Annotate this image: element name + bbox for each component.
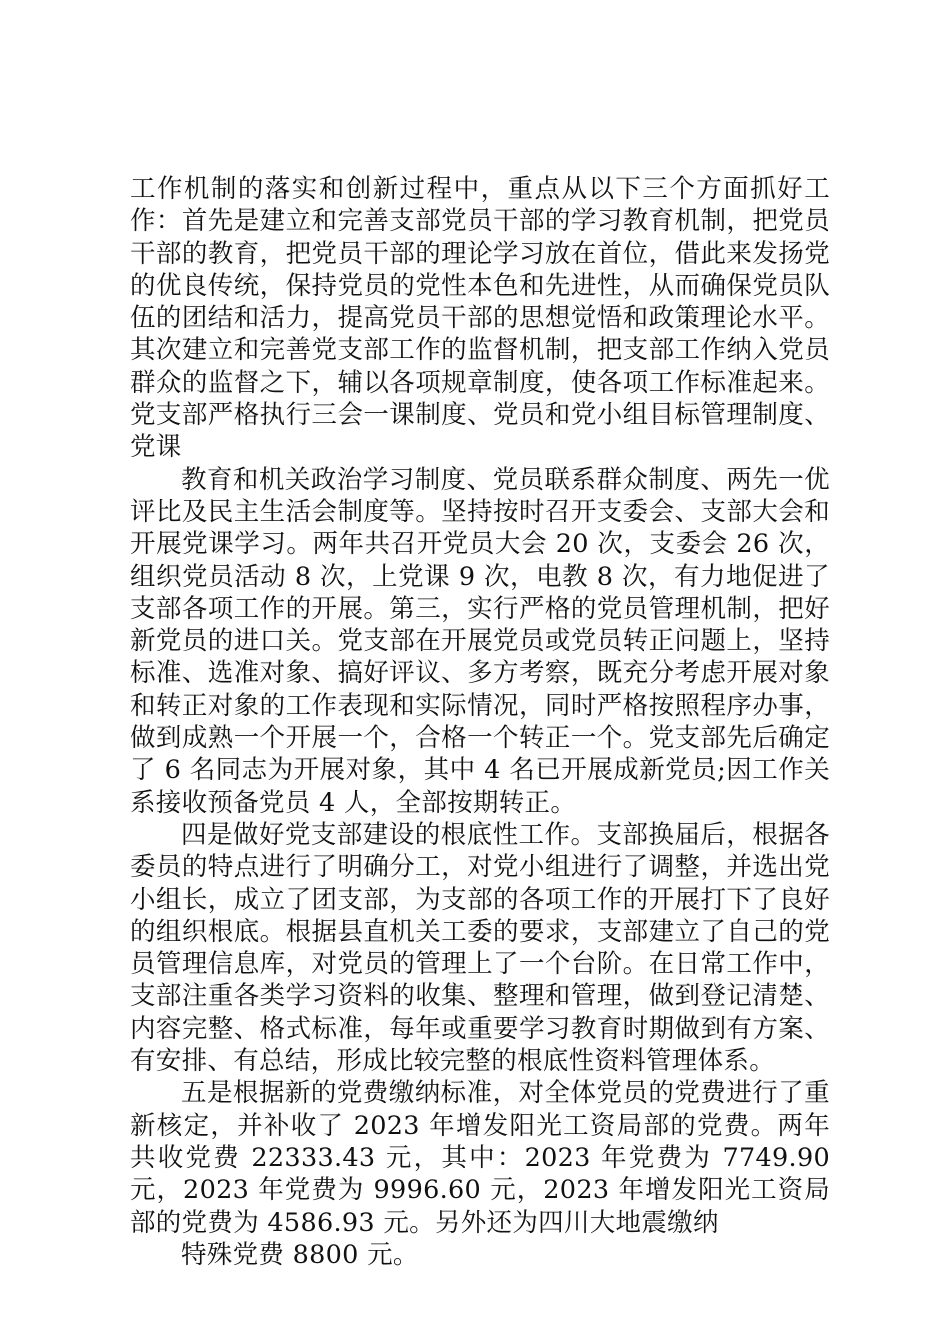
- paragraph-2: 教育和机关政治学习制度、党员联系群众制度、两先一优评比及民主生活会制度等。坚持按时召开支委会、支部大会和开展党课学习。两年共召开党员大会 20 次，支委会 26 次，组织党员活动 8 次，上党课 9 次，电教 8 次，有力地促进了支部各项工作的开展。第三，实行严格的党员管理机制，把好新党员的进口关。党支部在开展党员或党员转正问题上，坚持标准、选准对象、搞好评议、多方考察，既充分考虑开展对象和转正对象的工作表现和实际情况，同时严格按照程序办事，做到成熟一个开展一个，合格一个转正一个。党支部先后确定了 6 名同志为开展对象，其中 4 名已开展成新党员;因工作关系接收预备党员 4 人，全部按期转正。: [130, 464, 830, 818]
- paragraph-4: 五是根据新的党费缴纳标准，对全体党员的党费进行了重新核定，并补收了 2023 年增发阳光工资局部的党费。两年共收党费 22333.43 元，其中：2023 年党费为 7749.90 元，2023 年党费为 9996.60 元，2023 年增发阳光工资局部的党费为 4586.93 元。另外还为四川大地震缴纳: [130, 1078, 830, 1238]
- document-body: [130, 173, 830, 1271]
- paragraph-5: 特殊党费 8800 元。: [181, 1239, 419, 1270]
- paragraph-1: 工作机制的落实和创新过程中，重点从以下三个方面抓好工作：首先是建立和完善支部党员干部的学习教育机制，把党员干部的教育，把党员干部的理论学习放在首位，借此来发扬党的优良传统，保持党员的党性本色和先进性，从而确保党员队伍的团结和活力，提高党员干部的思想觉悟和政策理论水平。其次建立和完善党支部工作的监督机制，把支部工作纳入党员群众的监督之下，辅以各项规章制度，使各项工作标准起来。党支部严格执行三会一课制度、党员和党小组目标管理制度、党课: [130, 174, 830, 463]
- paragraph-3: 四是做好党支部建设的根底性工作。支部换届后，根据各委员的特点进行了明确分工，对党小组进行了调整，并选出党小组长，成立了团支部，为支部的各项工作的开展打下了良好的组织根底。根据县直机关工委的要求，支部建立了自己的党员管理信息库，对党员的管理上了一个台阶。在日常工作中，支部注重各类学习资料的收集、整理和管理，做到登记清楚、内容完整、格式标准，每年或重要学习教育时期做到有方案、有安排、有总结，形成比较完整的根底性资料管理体系。: [130, 819, 830, 1077]
